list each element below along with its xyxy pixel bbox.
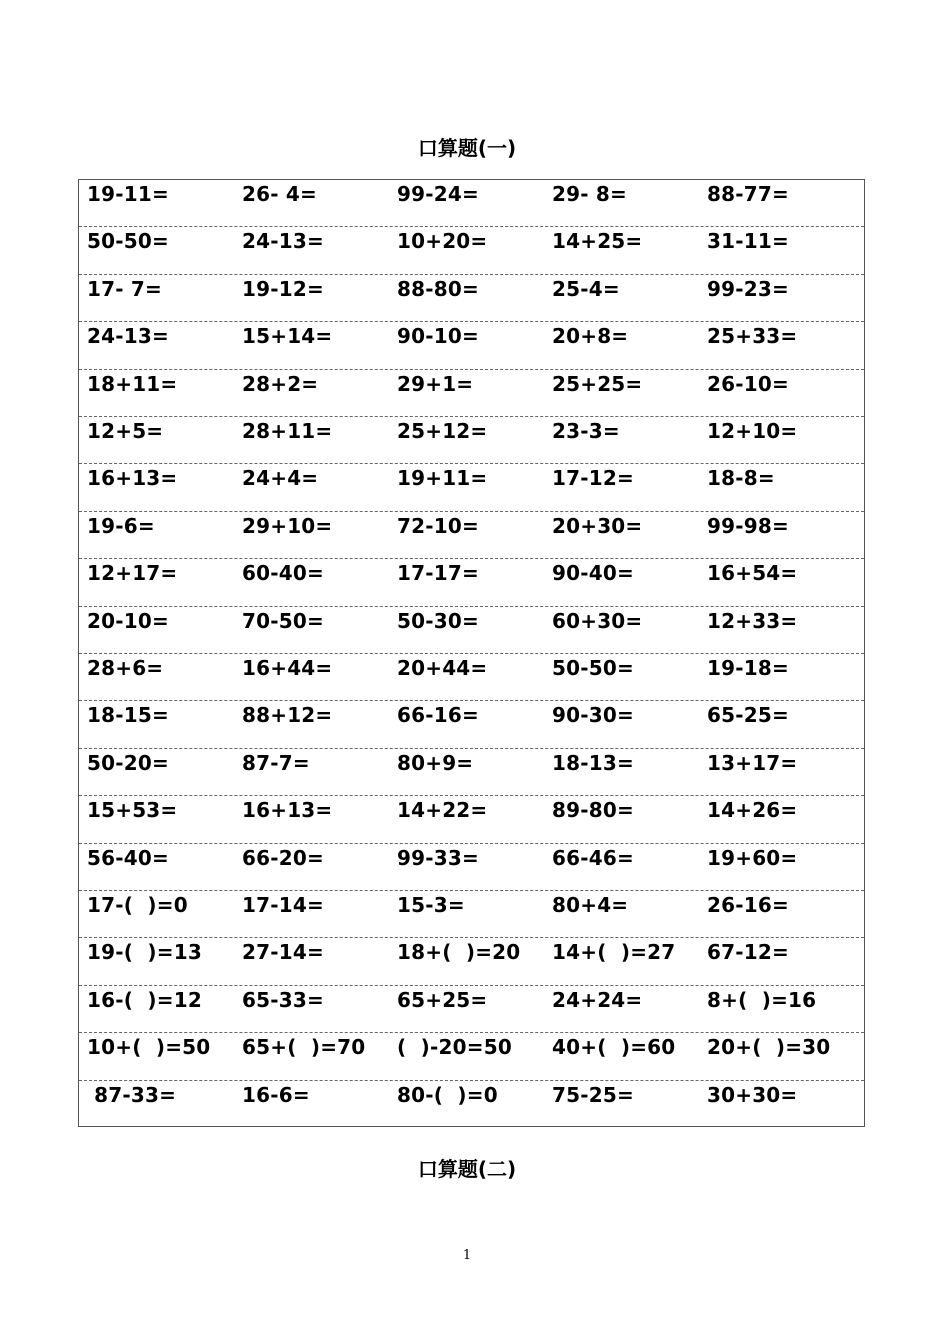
problem-cell: 16-( )=12	[87, 987, 202, 1012]
problem-cell: 72-10=	[397, 513, 479, 538]
problem-cell: 30+30=	[707, 1082, 798, 1107]
problem-row	[79, 938, 864, 985]
problem-cell: 8+( )=16	[707, 987, 817, 1012]
problem-cell: 19-12=	[242, 276, 324, 301]
problem-cell: 10+( )=50	[87, 1035, 211, 1060]
problem-cell: 24-13=	[242, 229, 324, 254]
problem-cell: 50-20=	[87, 750, 169, 775]
problem-cell: 15-3=	[397, 893, 465, 917]
problem-row	[79, 464, 864, 511]
problem-cell: 28+11=	[242, 419, 333, 443]
problem-cell: 25-4=	[552, 276, 620, 301]
problem-cell: 20+44=	[397, 656, 488, 680]
problem-cell: 90-10=	[397, 324, 479, 349]
problem-cell: ( )-20=50	[397, 1035, 512, 1060]
problem-cell: 90-40=	[552, 561, 634, 586]
problem-cell: 26-10=	[707, 371, 789, 396]
problem-cell: 88+12=	[242, 703, 333, 728]
worksheet-title-2: 口算题(二)	[417, 1157, 517, 1181]
problem-cell: 17-12=	[552, 466, 634, 491]
problem-cell: 24+24=	[552, 987, 643, 1012]
problem-cell: 28+6=	[87, 656, 164, 680]
problem-cell: 16+13=	[87, 466, 178, 491]
problem-cell: 25+33=	[707, 324, 798, 349]
problem-cell: 14+22=	[397, 798, 488, 823]
problem-cell: 14+25=	[552, 229, 643, 254]
problem-cell: 31-11=	[707, 229, 789, 254]
problem-cell: 17- 7=	[87, 276, 162, 301]
problem-cell: 15+53=	[87, 798, 178, 823]
problem-cell: 16+44=	[242, 656, 333, 680]
problem-row	[79, 986, 864, 1033]
problem-cell: 60-40=	[242, 561, 324, 586]
problem-row	[79, 322, 864, 369]
problem-row	[79, 417, 864, 464]
problem-cell: 19-( )=13	[87, 940, 202, 965]
problem-cell: 18-15=	[87, 703, 169, 728]
problem-cell: 14+26=	[707, 798, 798, 823]
problem-cell: 12+17=	[87, 561, 178, 586]
problem-cell: 56-40=	[87, 845, 169, 870]
problem-cell: 80+4=	[552, 893, 629, 917]
problem-cell: 28+2=	[242, 371, 319, 396]
problem-cell: 20+( )=30	[707, 1035, 831, 1060]
problem-cell: 99-33=	[397, 845, 479, 870]
page-number: 1	[462, 1248, 472, 1263]
problem-row	[79, 227, 864, 274]
problem-cell: 25+12=	[397, 419, 488, 443]
problem-cell: 89-80=	[552, 798, 634, 823]
problem-cell: 16+13=	[242, 798, 333, 823]
problem-cell: 12+33=	[707, 608, 798, 633]
problem-row	[79, 180, 864, 227]
problem-cell: 75-25=	[552, 1082, 634, 1107]
problem-cell: 27-14=	[242, 940, 324, 965]
problem-cell: 24+4=	[242, 466, 319, 491]
problem-cell: 80+9=	[397, 750, 474, 775]
problem-cell: 88-80=	[397, 276, 479, 301]
problem-row	[79, 891, 864, 938]
problem-cell: 80-( )=0	[397, 1082, 498, 1107]
problem-cell: 99-98=	[707, 513, 789, 538]
problem-cell: 17-14=	[242, 893, 324, 917]
problem-cell: 20-10=	[87, 608, 169, 633]
problem-row	[79, 844, 864, 891]
problem-cell: 60+30=	[552, 608, 643, 633]
problem-cell: 17-17=	[397, 561, 479, 586]
problem-cell: 87-7=	[242, 750, 310, 775]
problem-cell: 50-50=	[87, 229, 169, 254]
problem-cell: 99-23=	[707, 276, 789, 301]
problem-cell: 29- 8=	[552, 182, 627, 206]
arithmetic-problem-grid	[78, 179, 865, 1127]
problem-cell: 16+54=	[707, 561, 798, 586]
problem-cell: 14+( )=27	[552, 940, 676, 965]
problem-row	[79, 607, 864, 654]
problem-cell: 19-11=	[87, 182, 169, 206]
problem-cell: 40+( )=60	[552, 1035, 676, 1060]
problem-cell: 25+25=	[552, 371, 643, 396]
problem-cell: 29+10=	[242, 513, 333, 538]
problem-cell: 87-33=	[87, 1082, 177, 1107]
problem-row	[79, 796, 864, 843]
problem-cell: 19+11=	[397, 466, 488, 491]
problem-cell: 66-16=	[397, 703, 479, 728]
problem-row	[79, 275, 864, 322]
problem-cell: 19-18=	[707, 656, 789, 680]
problem-cell: 26- 4=	[242, 182, 317, 206]
problem-cell: 99-24=	[397, 182, 479, 206]
problem-cell: 66-46=	[552, 845, 634, 870]
problem-cell: 26-16=	[707, 893, 789, 917]
problem-cell: 66-20=	[242, 845, 324, 870]
problem-cell: 88-77=	[707, 182, 789, 206]
problem-cell: 17-( )=0	[87, 893, 188, 917]
problem-row	[79, 512, 864, 559]
problem-row	[79, 559, 864, 606]
problem-cell: 23-3=	[552, 419, 620, 443]
problem-row	[79, 1081, 864, 1128]
problem-cell: 90-30=	[552, 703, 634, 728]
problem-cell: 13+17=	[707, 750, 798, 775]
problem-cell: 50-30=	[397, 608, 479, 633]
problem-cell: 18+( )=20	[397, 940, 521, 965]
problem-cell: 65+( )=70	[242, 1035, 366, 1060]
problem-row	[79, 749, 864, 796]
problem-cell: 19+60=	[707, 845, 798, 870]
problem-cell: 12+10=	[707, 419, 798, 443]
problem-cell: 65-25=	[707, 703, 789, 728]
problem-cell: 18-13=	[552, 750, 634, 775]
problem-cell: 18+11=	[87, 371, 178, 396]
problem-cell: 24-13=	[87, 324, 169, 349]
problem-row	[79, 370, 864, 417]
problem-cell: 20+8=	[552, 324, 629, 349]
worksheet-title-1: 口算题(一)	[417, 136, 517, 160]
problem-cell: 20+30=	[552, 513, 643, 538]
problem-cell: 65-33=	[242, 987, 324, 1012]
problem-cell: 70-50=	[242, 608, 324, 633]
problem-row	[79, 654, 864, 701]
problem-cell: 10+20=	[397, 229, 488, 254]
problem-cell: 29+1=	[397, 371, 474, 396]
problem-cell: 65+25=	[397, 987, 488, 1012]
problem-row	[79, 701, 864, 748]
problem-cell: 67-12=	[707, 940, 789, 965]
problem-cell: 50-50=	[552, 656, 634, 680]
problem-cell: 19-6=	[87, 513, 155, 538]
problem-row	[79, 1033, 864, 1080]
problem-cell: 12+5=	[87, 419, 164, 443]
problem-cell: 18-8=	[707, 466, 775, 491]
problem-cell: 15+14=	[242, 324, 333, 349]
problem-cell: 16-6=	[242, 1082, 310, 1107]
